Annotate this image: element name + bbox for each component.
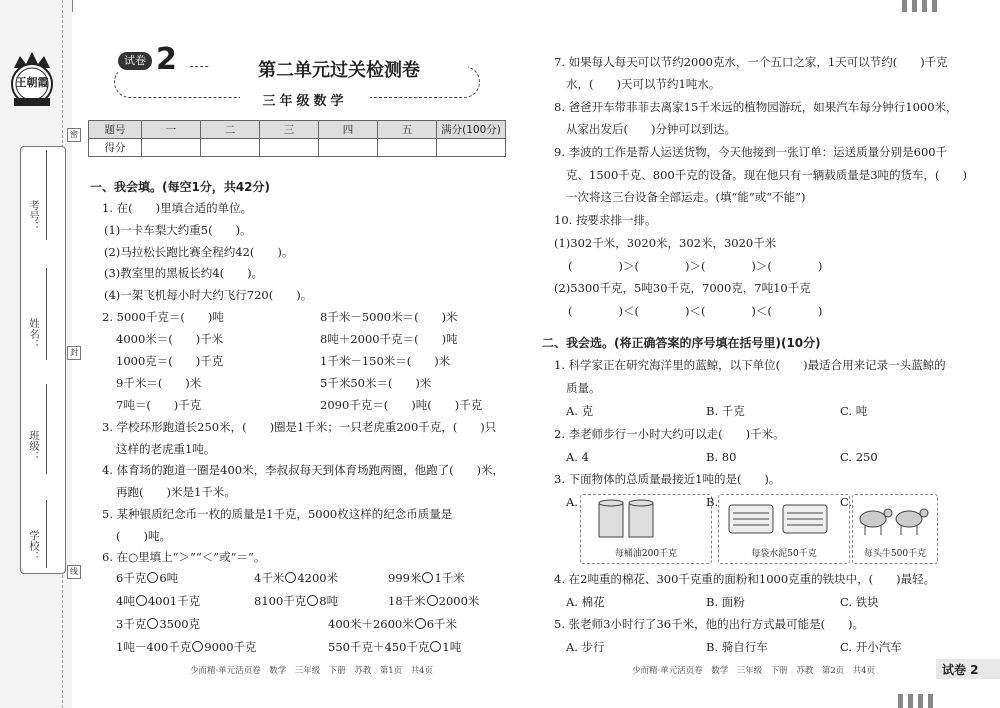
page-tag [936, 659, 1000, 679]
choice-option[interactable]: A. 棉花 [566, 595, 605, 609]
choice-option[interactable]: B. 千克 [706, 404, 745, 418]
compare-item: 400米＋2600米 6千米 [328, 617, 458, 631]
question-line: 质量。 [566, 381, 601, 395]
choice-option[interactable]: A. 克 [566, 404, 594, 418]
compare-item: 4千米 4200米 [254, 571, 339, 585]
conversion-item: 8千米－5000米＝( )米 [320, 310, 458, 324]
name-label: 姓名： [28, 318, 40, 350]
logo-text: 王朝霞 [15, 76, 49, 89]
score-header-cell: 满分(100分) [437, 121, 506, 139]
choice-option[interactable]: C. 铁块 [840, 595, 879, 609]
question-line: 8. 爸爸开车带菲菲去离家15千米远的植物园游玩，如果汽车每分钟行1000米， [554, 100, 958, 114]
choice-option[interactable]: A. 4 [566, 450, 589, 464]
cut-mark-mi: 密 [67, 128, 81, 142]
question-line: (2)马拉松长跑比赛全程约42( )。 [104, 245, 294, 259]
choice-option[interactable]: B. 80 [706, 450, 737, 464]
score-cell[interactable] [260, 139, 319, 157]
score-cell[interactable] [378, 139, 437, 157]
conversion-item: 2. 5000千克＝( )吨 [102, 310, 224, 324]
section-1-heading: 一、我会填。(每空1分，共42分) [90, 180, 271, 194]
question-line: 5. 张老师3小时行了36千米，他的出行方式最可能是( )。 [554, 617, 865, 631]
question-line: 1. 在( )里填合适的单位。 [102, 201, 253, 215]
conversion-item: 7吨＝( )千克 [116, 398, 202, 412]
choice-option[interactable]: B. [706, 495, 719, 509]
question-line: 克、1500千克、800千克的设备。现在他只有一辆载质量是3吨的货车，( ) [566, 168, 968, 182]
question-line: 6. 在○里填上“＞”“＜”或“＝”。 [102, 550, 266, 564]
score-header-cell: 四 [319, 121, 378, 139]
choice-option[interactable]: A. [566, 495, 578, 509]
question-line: 1. 科学家正在研究海洋里的蓝鲸，以下单位( )最适合用来记录一头蓝鲸的 [554, 358, 946, 372]
compare-circle[interactable] [285, 572, 296, 583]
choice-option[interactable]: B. 骑自行车 [706, 640, 768, 654]
compare-item: 4吨 4001千克 [116, 594, 201, 608]
score-cell[interactable] [142, 139, 201, 157]
question-line: (2)5300千克，5吨30千克，7000克，7吨10千克 [554, 281, 811, 295]
compare-circle[interactable] [192, 641, 203, 652]
question-line: 5. 某种银质纪念币一枚的质量是1千克，5000枚这样的纪念币质量是 [102, 507, 453, 521]
footer-left: 少而精·单元活页卷 数学 三年级 下册 苏教 第1页 共4页 [190, 666, 434, 676]
choice-option[interactable]: C. 吨 [840, 404, 868, 418]
number-label: 考号： [28, 200, 40, 232]
question-line: 再跑( )米是1千米。 [116, 485, 236, 499]
compare-item: 18千米 2000米 [388, 594, 480, 608]
score-table [88, 120, 506, 157]
question-line: ( )吨。 [116, 529, 171, 543]
image-caption: 每桶油200千克 [614, 549, 678, 559]
question-line: (3)教室里的黑板长约4( )。 [104, 266, 264, 280]
conversion-item: 5千米50米＝( )米 [320, 376, 432, 390]
compare-circle[interactable] [430, 641, 441, 652]
compare-item: 1吨－400千克 9000千克 [116, 640, 257, 654]
answer-order-line[interactable]: ( )＜( )＜( )＜( ) [568, 304, 823, 318]
question-line: 这样的老虎重1吨。 [116, 442, 216, 456]
question-line: (4)一架飞机每小时大约飞行720( )。 [104, 288, 313, 302]
page-tag-label: 试卷 2 [942, 663, 979, 677]
cattle-image [852, 494, 938, 564]
cut-mark-feng: 封 [67, 346, 81, 360]
score-header-cell: 三 [260, 121, 319, 139]
compare-circle[interactable] [422, 572, 433, 583]
choice-option[interactable]: B. 面粉 [706, 595, 745, 609]
compare-circle[interactable] [415, 618, 426, 629]
class-label: 班级： [28, 430, 40, 462]
score-cell[interactable] [437, 139, 506, 157]
page-title: 第二单元过关检测卷 [210, 56, 468, 82]
image-caption: 每袋水泥50千克 [751, 549, 817, 559]
publisher-logo [6, 50, 58, 108]
question-line: 一次将这三台设备全部运走。(填“能”或“不能”) [566, 190, 806, 204]
compare-circle[interactable] [427, 595, 438, 606]
question-line: (1)302千米，3020米，302米，3020千米 [554, 236, 777, 250]
question-line: 10. 按要求排一排。 [554, 213, 657, 227]
compare-item: 999米 1千米 [388, 571, 465, 585]
image-caption: 每头牛500千克 [863, 549, 927, 559]
compare-circle[interactable] [307, 595, 318, 606]
paper-badge [118, 42, 188, 80]
question-line: 3. 学校环形跑道长250米，( )圈是1千米；一只老虎重200千克，( )只 [102, 420, 497, 434]
question-line: 水，( )天可以节约1吨水。 [566, 77, 721, 91]
compare-item: 3千克 3500克 [116, 617, 201, 631]
score-header-cell: 二 [201, 121, 260, 139]
conversion-item: 1千米－150米＝( )米 [320, 354, 451, 368]
question-line: 4. 在2吨重的棉花、300千克重的面粉和1000克重的铁块中，( )最轻。 [554, 572, 936, 586]
conversion-item: 9千米＝( )米 [116, 376, 202, 390]
page-subtitle: 三年级数学 [240, 90, 370, 109]
question-line: 7. 如果每人每天可以节约2000克水，一个五口之家，1天可以节约( )千克 [554, 55, 948, 69]
compare-item: 550千克＋450千克 1吨 [328, 640, 462, 654]
choice-option[interactable]: C. 250 [840, 450, 878, 464]
score-cell[interactable] [201, 139, 260, 157]
cut-mark-xian: 线 [67, 565, 81, 579]
oil-barrels-image [580, 494, 712, 564]
compare-item: 6千克 6吨 [116, 571, 179, 585]
score-header-cell: 一 [142, 121, 201, 139]
question-line: 4. 体育场的跑道一圈是400米，李叔叔每天到体育场跑两圈，他跑了( )米， [102, 463, 505, 477]
score-header-cell: 五 [378, 121, 437, 139]
badge-label: 试卷 [118, 52, 152, 70]
question-line: 3. 下面物体的总质量最接近1吨的是( )。 [554, 472, 781, 486]
badge-number: 2 [156, 42, 177, 77]
conversion-item: 2090千克＝( )吨( )千克 [320, 398, 483, 412]
compare-item: 8100千克 8吨 [254, 594, 339, 608]
conversion-item: 8吨＋2000千克＝( )吨 [320, 332, 458, 346]
question-line: (1)一卡车梨大约重5( )。 [104, 223, 252, 237]
question-line: 9. 李波的工作是帮人运送货物，今天他接到一张订单：运送质量分别是600千 [554, 145, 948, 159]
compare-circle[interactable] [147, 618, 158, 629]
conversion-item: 1000克＝( )千克 [116, 354, 224, 368]
score-header-cell: 题号 [89, 121, 142, 139]
footer-right: 少而精·单元活页卷 数学 三年级 下册 苏教 第2页 共4页 [632, 666, 876, 676]
section-2-heading: 二、我会选。(将正确答案的序号填在括号里)(10分) [542, 336, 821, 350]
compare-circle[interactable] [147, 572, 158, 583]
choice-option[interactable]: C. 开小汽车 [840, 640, 902, 654]
question-line: 2. 李老师步行一小时大约可以走( )千米。 [554, 427, 785, 441]
answer-order-line[interactable]: ( )＞( )＞( )＞( ) [568, 259, 823, 273]
score-cell[interactable] [319, 139, 378, 157]
choice-option[interactable]: C. [840, 495, 853, 509]
score-row-label: 得分 [89, 139, 142, 157]
cement-bags-image [718, 494, 853, 564]
conversion-item: 4000米＝( )千米 [116, 332, 224, 346]
question-line: 从家出发后( )分钟可以到达。 [566, 122, 736, 136]
school-label: 学校： [28, 530, 40, 562]
compare-circle[interactable] [136, 595, 147, 606]
choice-option[interactable]: A. 步行 [566, 640, 605, 654]
